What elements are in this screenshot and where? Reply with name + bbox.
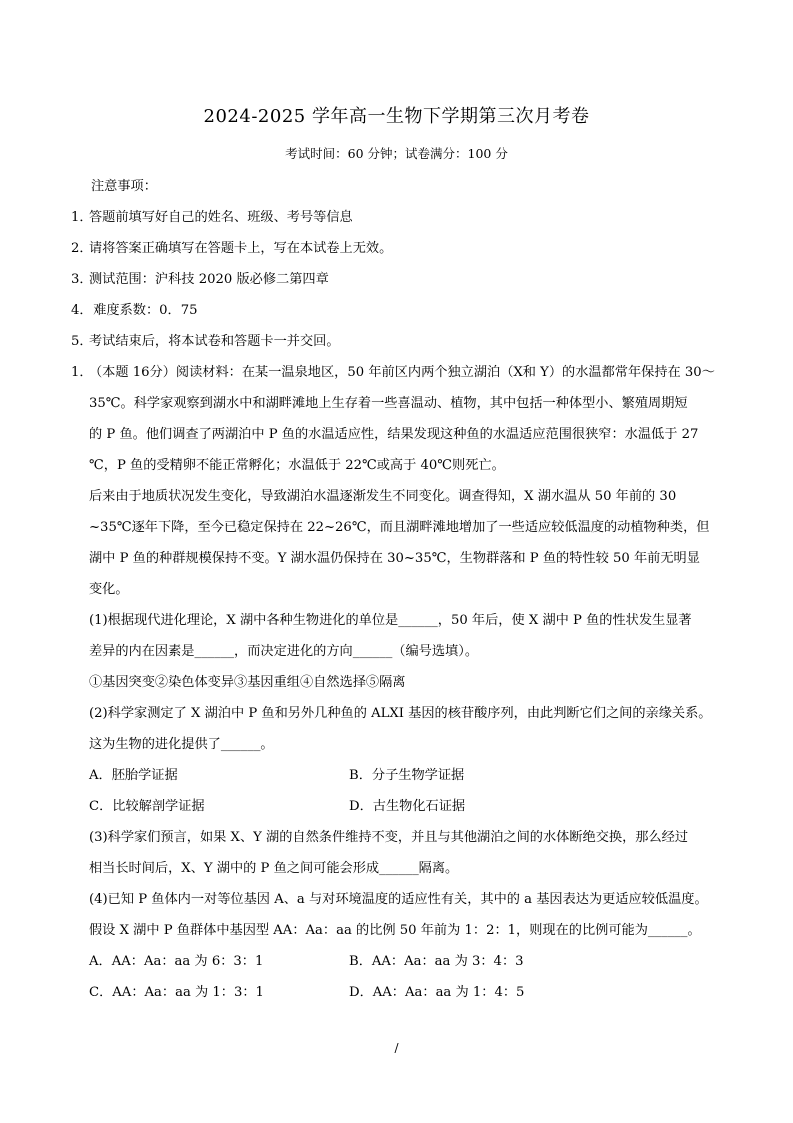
note-text: 难度系数：0．75 xyxy=(89,303,198,318)
exam-content xyxy=(71,171,733,1008)
note-number: 3． xyxy=(71,272,93,287)
page-footer-mark: / xyxy=(394,1041,399,1055)
subquestion-2-line: (2)科学家测定了 X 湖泊中 P 鱼和另外几种鱼的 ALXI 基因的核苷酸序列，由此判断它们之间的亲缘关系。 xyxy=(89,706,712,721)
option-a: A．胚胎学证据 xyxy=(89,768,178,783)
option-d: D．AA：Aa：aa 为 1：4：5 xyxy=(349,985,525,1000)
subquestion-3-line: 相当长时间后，X、Y 湖中的 P 鱼之间可能会形成______隔离。 xyxy=(89,861,459,876)
option-d: D．古生物化石证据 xyxy=(349,799,466,814)
subquestion-4-options-row xyxy=(71,977,733,1008)
option-b: B．AA：Aa：aa 为 3：4：3 xyxy=(349,954,524,969)
exam-info: 考试时间：60 分钟；试卷满分：100 分 xyxy=(285,146,508,161)
subquestion-4-options-row xyxy=(71,946,733,977)
question-stem-line: ~35℃逐年下降，至今已稳定保持在 22~26℃，而且湖畔滩地增加了一些适应较低温度的动植物种类，但 xyxy=(89,520,710,535)
notes-heading: 注意事项： xyxy=(91,179,157,194)
note-text: 请将答案正确填写在答题卡上，写在本试卷上无效。 xyxy=(89,241,393,256)
note-number: 4． xyxy=(71,303,93,318)
question-stem-line xyxy=(71,357,733,388)
subquestion-4-line: (4)已知 P 鱼体内一对等位基因 A、a 与对环境温度的适应性有关，其中的 a 基因表达为更适应较低温度。 xyxy=(89,892,708,907)
option-c: C．比较解剖学证据 xyxy=(89,799,205,814)
note-number: 1． xyxy=(71,210,93,225)
subquestion-4-line: 假设 X 湖中 P 鱼群体中基因型 AA：Aa：aa 的比例 50 年前为 1：2：1，则现在的比例可能为______。 xyxy=(89,923,701,938)
note-text: 测试范围：沪科技 2020 版必修二第四章 xyxy=(89,272,329,287)
note-number: 2． xyxy=(71,241,93,256)
note-item xyxy=(71,295,733,326)
note-item xyxy=(71,326,733,357)
question-number: 1． xyxy=(71,365,93,380)
question-stem-line: 35℃。科学家观察到湖水中和湖畔滩地上生存着一些喜温动、植物，其中包括一种体型小、繁殖周期短 xyxy=(89,396,688,411)
subquestion-3-line: (3)科学家们预言，如果 X、Y 湖的自然条件维持不变，并且与其他湖泊之间的水体断绝交换，那么经过 xyxy=(89,830,689,845)
note-text: 考试结束后，将本试卷和答题卡一并交回。 xyxy=(89,334,340,349)
page-title: 2024-2025 学年高一生物下学期第三次月考卷 xyxy=(203,106,590,127)
subquestion-1-choices: ①基因突变②染色体变异③基因重组④自然选择⑤隔离 xyxy=(89,675,406,690)
question-stem-line: 的 P 鱼。他们调查了两湖泊中 P 鱼的水温适应性，结果发现这种鱼的水温适应范围很狭窄：水温低于 27 xyxy=(89,427,699,442)
question-text: （本题 16分）阅读材料：在某一温泉地区，50 年前区内两个独立湖泊（X和 Y）的水温都常年保持在 30～ xyxy=(89,365,715,380)
question-stem-line: 变化。 xyxy=(89,582,129,597)
option-b: B．分子生物学证据 xyxy=(349,768,465,783)
note-item xyxy=(71,264,733,295)
subquestion-1-line: (1)根据现代进化理论，X 湖中各种生物进化的单位是______，50 年后，使 X 湖中 P 鱼的性状发生显著 xyxy=(89,613,692,628)
question-stem-line: 湖中 P 鱼的种群规模保持不变。Y 湖水温仍保持在 30~35℃，生物群落和 P 鱼的特性较 50 年前无明显 xyxy=(89,551,700,566)
question-stem-line: 后来由于地质状况发生变化，导致湖泊水温逐渐发生不同变化。调查得知，X 湖水温从 50 年前的 30 xyxy=(89,489,677,504)
option-c: C．AA：Aa：aa 为 1：3：1 xyxy=(89,985,264,1000)
note-item xyxy=(71,233,733,264)
option-a: A．AA：Aa：aa 为 6：3：1 xyxy=(89,954,264,969)
subquestion-2-options-row xyxy=(71,760,733,791)
note-item xyxy=(71,202,733,233)
subquestion-2-options-row xyxy=(71,791,733,822)
subquestion-2-line: 这为生物的进化提供了______。 xyxy=(89,737,274,752)
question-stem-line: ℃，P 鱼的受精卵不能正常孵化；水温低于 22℃或高于 40℃则死亡。 xyxy=(89,458,505,473)
note-number: 5． xyxy=(71,334,93,349)
note-text: 答题前填写好自己的姓名、班级、考号等信息 xyxy=(89,210,353,225)
subquestion-1-line: 差异的内在因素是______，而决定进化的方向______（编号选填）。 xyxy=(89,644,479,659)
